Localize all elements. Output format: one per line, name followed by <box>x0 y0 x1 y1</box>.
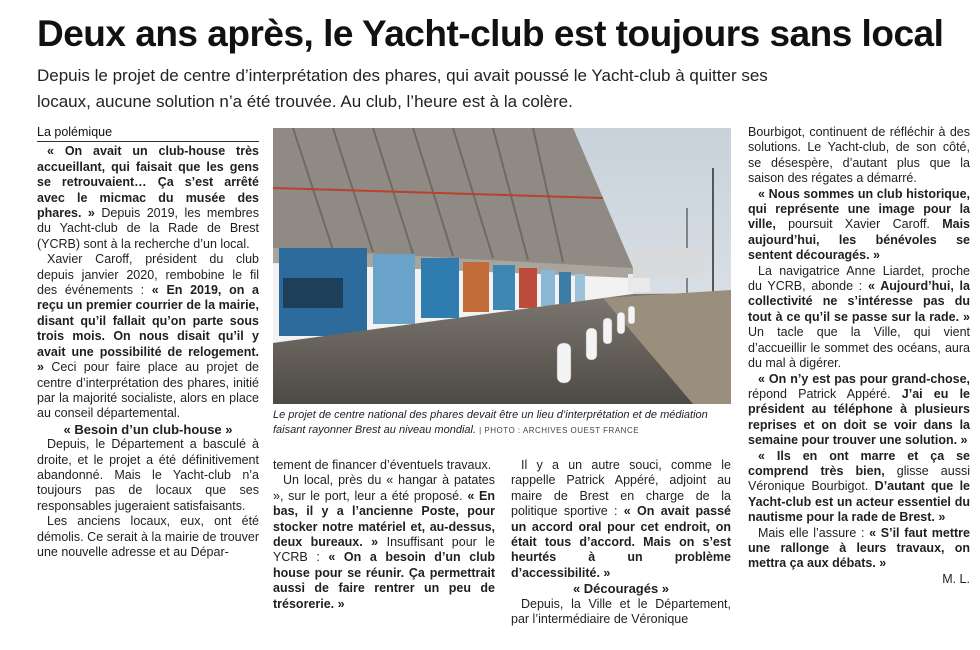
intertitle: « Découragés » <box>572 581 670 597</box>
rubric-label: La polémique <box>37 125 259 142</box>
photo-credit: | PHOTO : ARCHIVES OUEST FRANCE <box>479 425 640 435</box>
paragraph: « On avait un club-house très accueillant, qui faisait que les gens se retrouvaient… Ça s’est arrêté avec le micmac du musée des phares. » Depuis 2019, les membres du Yacht-club de la Rade de Brest (YCRB) sont à la recherche d’un local. <box>37 144 260 251</box>
paragraph: Il y a un autre souci, comme le rappelle Patrick Appéré, adjoint au maire de Brest en charge de la politique sportive : « On avait passé un accord oral pour cet endroit, on était tous d’accord. Mais on s’est heurtés à un problème d’accessibilité. » <box>511 458 731 580</box>
article-photo <box>273 128 731 404</box>
paragraph: La navigatrice Anne Liardet, proche du YCRB, abonde : « Aujourd’hui, la collectivité ne s’intéresse pas du tout à ce qu’il se passe sur la rade. » Un tacle que la Ville, qui vient d’accueillir le sommet des océans, aura du mal à digérer. <box>748 263 970 371</box>
intertitle: « Besoin d’un club-house » <box>63 421 233 437</box>
intro-paragraph: Depuis le projet de centre d’interprétation des phares, qui avait poussé le Yacht-club à quitter ses locaux, aucune solution n’a été trouvée. Au club, l’heure est à la colère. <box>37 66 768 111</box>
paragraph: « Nous sommes un club historique, qui représente une image pour la ville, poursuit Xavier Caroff. Mais aujourd’hui, les bénévoles se sentent découragés. » <box>748 186 970 263</box>
headline: Deux ans après, le Yacht-club est toujours sans local <box>37 13 944 54</box>
paragraph: tement de financer d’éventuels travaux. <box>273 458 492 472</box>
paragraph: Les anciens locaux, eux, ont été démolis. Ce serait à la mairie de trouver une nouvelle adresse et au Dépar- <box>37 514 259 559</box>
paragraph: Mais elle l’assure : « S’il faut mettre une rallonge à leurs travaux, on mettra ça aux débats. » <box>748 525 970 571</box>
paragraph: « On n’y est pas pour grand-chose, répond Patrick Appéré. J’ai eu le président au téléphone à plusieurs reprises et on doit se voir dans la semaine pour trouver une solution. » <box>748 371 970 448</box>
caption-text: Le projet de centre national des phares devait être un lieu d’interprétation et de médiation faisant rayonner Brest au niveau mondial. <box>273 409 708 436</box>
article-column-2 <box>273 458 495 612</box>
article-column-1 <box>37 125 259 560</box>
paragraph: Depuis, la Ville et le Département, par l’intermédiaire de Véronique <box>511 596 731 627</box>
article-column-3 <box>511 458 731 627</box>
paragraph: Un local, près du « hangar à patates », sur le port, leur a été proposé. « En bas, il y a l’ancienne Poste, pour stocker notre matériel et, au-dessus, deux bureaux. » Insuffisant pour le YCRB : « On a besoin d’un club house pour se réunir. Ça permettrait aussi de faire rentrer un peu de trésorerie. » <box>273 473 495 611</box>
paragraph: Xavier Caroff, président du club depuis janvier 2020, rembobine le fil des événements : « En 2019, on a reçu un premier courrier de la mairie, disant qu’il fallait qu’on parte sous trois mois. On nous disait qu’il y avait une possibilité de relogement. » Ceci pour faire place au projet de centre d’interprétation des phares, initié par la majorité socialiste, alors en place au conseil départemental. <box>37 252 259 421</box>
photo-illustration <box>273 128 731 404</box>
paragraph: Bourbigot, continuent de réfléchir à des solutions. Le Yacht-club, de son côté, se désespère, d’autant plus que la saison des régates a démarré. <box>748 125 970 186</box>
article-column-4 <box>748 125 970 587</box>
author-signature: M. L. <box>942 571 970 586</box>
paragraph: Depuis, le Département a basculé à droite, et le projet a été définitivement abandonné. Mais le Yacht-club n’a toujours pas de locaux que ses responsables jugeraient satisfaisants. <box>37 437 259 513</box>
photo-caption <box>273 408 731 438</box>
paragraph: « Ils en ont marre et ça se comprend très bien, glisse aussi Véronique Bourbigot. D’autant que le Yacht-club est un acteur essentiel du nautisme pour la rade de Brest. » <box>748 448 971 525</box>
